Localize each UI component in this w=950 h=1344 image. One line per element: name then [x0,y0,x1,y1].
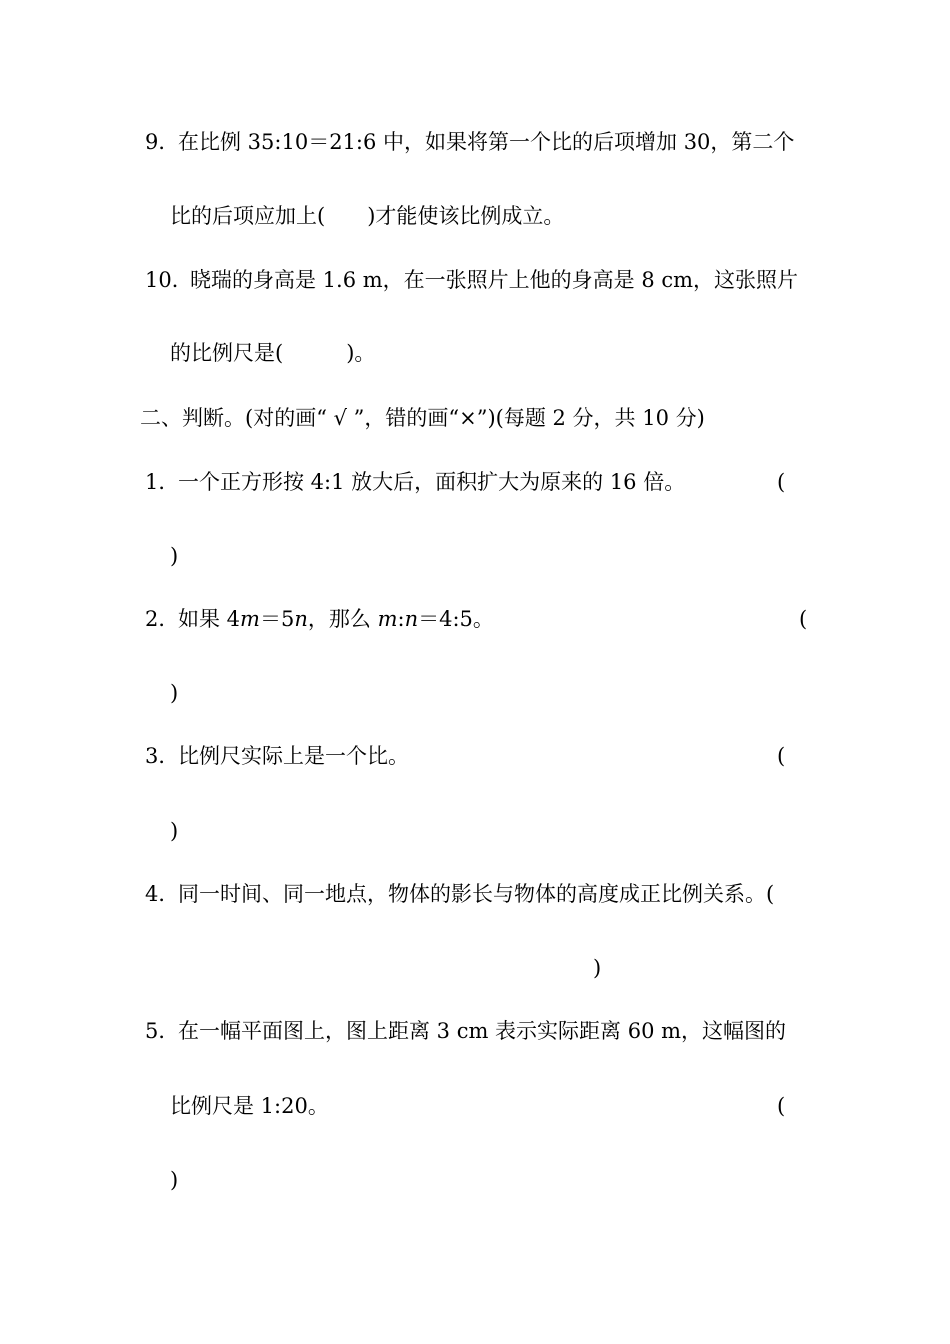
judge5-answer-close: ) [170,1168,179,1192]
judge3-answer-close: ) [170,819,179,843]
judge4-text: 同一时间、同一地点，物体的影长与物体的高度成正比例关系。( [178,882,775,906]
judge1-text: 一个正方形按 4:1 放大后，面积扩大为原来的 16 倍。 [178,470,686,494]
judge5-text-line1: 在一幅平面图上，图上距离 3 cm 表示实际距离 60 m，这幅图的 [178,1019,787,1043]
q10-text-line2: 的比例尺是( )。 [170,341,376,365]
judge3-answer-open: ( [777,744,786,768]
judge2-number: 2． [145,607,180,631]
judge3-text: 比例尺实际上是一个比。 [178,744,409,768]
judge2-answer-open: ( [799,607,808,631]
q10-text-line1: 晓瑞的身高是 1.6 m，在一张照片上他的身高是 8 cm，这张照片 [190,268,799,292]
judge5-number: 5． [145,1019,180,1043]
judge1-number: 1． [145,470,180,494]
judge1-answer-close: ) [170,544,179,568]
q9-text-line2: 比的后项应加上( )才能使该比例成立。 [170,204,565,228]
judge4-answer-close: ) [593,956,602,980]
section-title-judgment: 二、判断。(对的画“ √ ”，错的画“×”)(每题 2 分，共 10 分) [140,406,705,430]
judge2-answer-close: ) [170,681,179,705]
q9-number: 9． [145,130,180,154]
judge3-number: 3． [145,744,180,768]
q9-text-line1: 在比例 35:10＝21:6 中，如果将第一个比的后项增加 30，第二个 [178,130,795,154]
judge1-answer-open: ( [777,470,786,494]
judge2-text: 如果 4m＝5n，那么 m:n＝4:5。 [178,607,494,631]
judge5-answer-open: ( [777,1094,786,1118]
judge4-number: 4． [145,882,180,906]
q10-number: 10． [145,268,193,292]
judge5-text-line2: 比例尺是 1:20。 [170,1094,329,1118]
